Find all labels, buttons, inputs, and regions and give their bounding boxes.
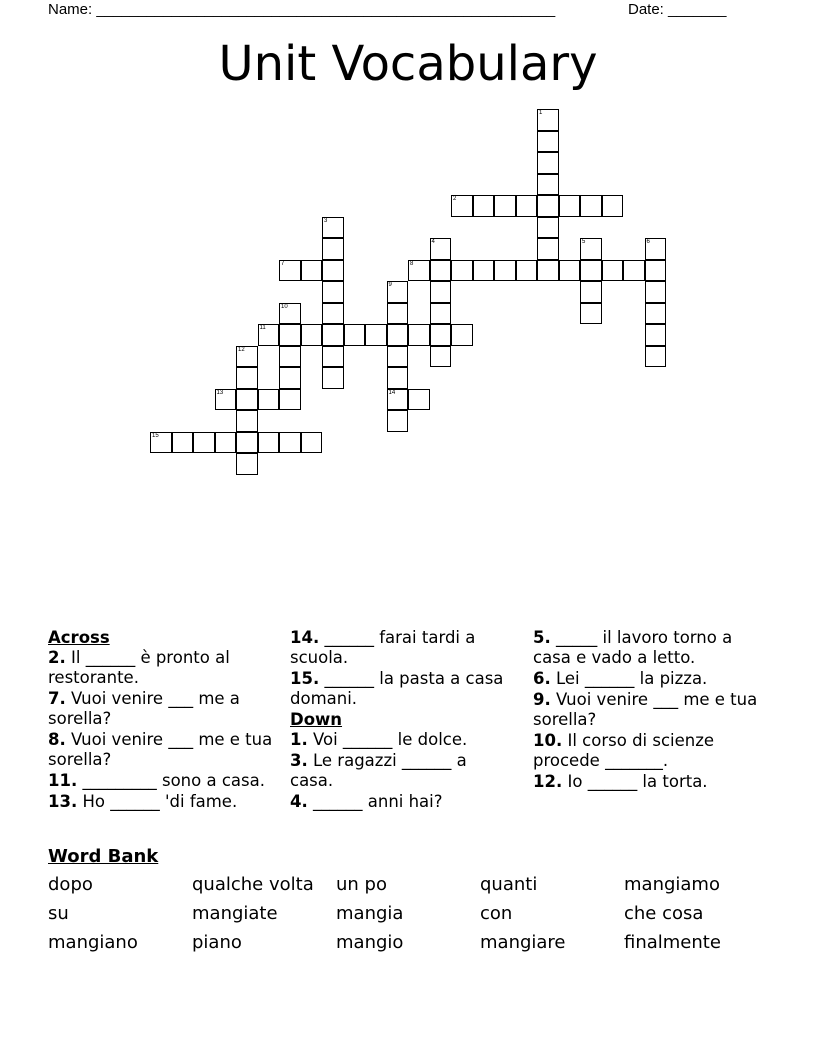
word-bank-item: su <box>48 903 69 924</box>
crossword-cell[interactable] <box>279 389 301 411</box>
crossword-cell[interactable] <box>236 410 258 432</box>
crossword-cell[interactable] <box>516 195 538 217</box>
name-field-label[interactable]: Name: _______________________________________________________ <box>48 1 556 18</box>
crossword-cell[interactable] <box>344 324 366 346</box>
clue-across-15: 15. ______ la pasta a casa domani. <box>290 669 504 708</box>
crossword-cell[interactable] <box>580 260 602 282</box>
crossword-cell[interactable] <box>537 131 559 153</box>
word-bank-item: mangiare <box>480 932 566 953</box>
page-title: Unit Vocabulary <box>218 36 598 92</box>
crossword-cell[interactable] <box>279 432 301 454</box>
crossword-cell[interactable] <box>602 260 624 282</box>
word-bank-item: con <box>480 903 513 924</box>
crossword-cell[interactable] <box>580 303 602 325</box>
crossword-cell[interactable] <box>150 432 172 454</box>
crossword-cell[interactable] <box>537 238 559 260</box>
crossword-cell[interactable] <box>408 260 430 282</box>
cell-number: 1 <box>539 110 543 116</box>
date-field-label[interactable]: Date: _______ <box>628 1 727 18</box>
cell-number: 13 <box>216 389 224 396</box>
crossword-cell[interactable] <box>322 217 344 239</box>
crossword-cell[interactable] <box>580 238 602 260</box>
cell-number: 5 <box>582 239 586 245</box>
crossword-cell[interactable] <box>279 367 301 389</box>
across-heading: Across <box>48 628 110 647</box>
crossword-cell[interactable] <box>451 260 473 282</box>
crossword-cell[interactable] <box>301 324 323 346</box>
crossword-cell[interactable] <box>258 324 280 346</box>
cell-number: 12 <box>238 346 245 353</box>
crossword-cell[interactable] <box>645 238 667 260</box>
crossword-cell[interactable] <box>301 260 323 282</box>
word-bank-item: qualche volta <box>192 874 314 895</box>
crossword-cell[interactable] <box>408 324 430 346</box>
crossword-cell[interactable] <box>473 260 495 282</box>
word-bank-item: mangia <box>336 903 404 924</box>
crossword-cell[interactable] <box>387 389 409 411</box>
crossword-cell[interactable] <box>494 195 516 217</box>
crossword-cell[interactable] <box>322 281 344 303</box>
crossword-cell[interactable] <box>494 260 516 282</box>
crossword-cell[interactable] <box>430 324 452 346</box>
crossword-cell[interactable] <box>645 346 667 368</box>
clue-down-12: 12. Io ______ la torta. <box>533 772 708 791</box>
crossword-cell[interactable] <box>451 195 473 217</box>
crossword-cell[interactable] <box>236 432 258 454</box>
crossword-cell[interactable] <box>258 432 280 454</box>
crossword-cell[interactable] <box>236 346 258 368</box>
crossword-cell[interactable] <box>236 389 258 411</box>
crossword-cell[interactable] <box>365 324 387 346</box>
cell-number: 6 <box>646 239 650 245</box>
crossword-cell[interactable] <box>322 260 344 282</box>
cell-number: 3 <box>324 217 328 224</box>
crossword-cell[interactable] <box>473 195 495 217</box>
crossword-cell[interactable] <box>580 281 602 303</box>
crossword-cell[interactable] <box>451 324 473 346</box>
clue-down-4: 4. ______ anni hai? <box>290 792 443 811</box>
clue-across-2: 2. Il ______ è pronto al restorante. <box>48 648 230 687</box>
clue-across-11: 11. _________ sono a casa. <box>48 771 265 790</box>
word-bank-item: un po <box>336 874 387 895</box>
word-bank-item: mangiate <box>192 903 278 924</box>
cell-number: 8 <box>410 260 414 267</box>
crossword-cell[interactable] <box>645 281 667 303</box>
clues-column-3 <box>533 628 758 793</box>
crossword-cell[interactable] <box>236 453 258 475</box>
cell-number: 7 <box>281 260 285 267</box>
crossword-cell[interactable] <box>322 238 344 260</box>
crossword-cell[interactable] <box>387 281 409 303</box>
crossword-cell[interactable] <box>623 260 645 282</box>
crossword-cell[interactable] <box>322 324 344 346</box>
cell-number: 11 <box>259 325 266 331</box>
word-bank-item: quanti <box>480 874 538 895</box>
word-bank-item: dopo <box>48 874 93 895</box>
crossword-cell[interactable] <box>408 389 430 411</box>
crossword-cell[interactable] <box>387 324 409 346</box>
crossword-cell[interactable] <box>430 303 452 325</box>
crossword-cell[interactable] <box>559 195 581 217</box>
crossword-cell[interactable] <box>559 260 581 282</box>
crossword-cell[interactable] <box>387 346 409 368</box>
crossword-cell[interactable] <box>645 324 667 346</box>
crossword-cell[interactable] <box>279 324 301 346</box>
crossword-cell[interactable] <box>236 367 258 389</box>
crossword-cell[interactable] <box>387 303 409 325</box>
crossword-cell[interactable] <box>602 195 624 217</box>
crossword-cell[interactable] <box>279 346 301 368</box>
clues-column-2 <box>290 628 515 813</box>
cell-number: 15 <box>152 432 159 439</box>
crossword-cell[interactable] <box>258 389 280 411</box>
crossword-cell[interactable] <box>516 260 538 282</box>
clue-down-5: 5. _____ il lavoro torno a casa e vado a letto. <box>533 628 733 667</box>
down-heading: Down <box>290 710 343 729</box>
clue-across-7: 7. Vuoi venire ___ me a sorella? <box>48 689 240 728</box>
word-bank-item: piano <box>192 932 242 953</box>
clue-across-13: 13. Ho ______ 'di fame. <box>48 792 238 811</box>
clue-down-6: 6. Lei ______ la pizza. <box>533 669 708 688</box>
word-bank-item: mangiamo <box>624 874 720 895</box>
crossword-cell[interactable] <box>322 346 344 368</box>
clue-across-8: 8. Vuoi venire ___ me e tua sorella? <box>48 730 273 769</box>
crossword-cell[interactable] <box>322 367 344 389</box>
cell-number: 9 <box>388 282 392 288</box>
crossword-cell[interactable] <box>301 432 323 454</box>
crossword-cell[interactable] <box>430 281 452 303</box>
crossword-cell[interactable] <box>537 174 559 196</box>
crossword-cell[interactable] <box>430 260 452 282</box>
clue-across-14: 14. ______ farai tardi a scuola. <box>290 628 476 667</box>
clue-down-9: 9. Vuoi venire ___ me e tua sorella? <box>533 690 758 729</box>
crossword-cell[interactable] <box>580 195 602 217</box>
word-bank-title: Word Bank <box>48 846 159 867</box>
crossword-cell[interactable] <box>387 410 409 432</box>
cell-number: 14 <box>388 389 396 396</box>
crossword-cell[interactable] <box>537 217 559 239</box>
crossword-cell[interactable] <box>215 432 237 454</box>
crossword-cell[interactable] <box>215 389 237 411</box>
cell-number: 4 <box>431 239 435 245</box>
word-bank <box>48 874 768 954</box>
crossword-cell[interactable] <box>430 346 452 368</box>
crossword-cell[interactable] <box>193 432 215 454</box>
crossword-cell[interactable] <box>645 303 667 325</box>
crossword-cell[interactable] <box>387 367 409 389</box>
word-bank-item: mangio <box>336 932 404 953</box>
crossword-cell[interactable] <box>430 238 452 260</box>
word-bank-item: mangiano <box>48 932 138 953</box>
crossword-cell[interactable] <box>322 303 344 325</box>
clue-down-10: 10. Il corso di scienze procede _______. <box>533 731 715 770</box>
word-bank-item: che cosa <box>624 903 704 924</box>
crossword-cell[interactable] <box>537 260 559 282</box>
cell-number: 10 <box>281 303 288 310</box>
clue-down-1: 1. Voi ______ le dolce. <box>290 730 468 749</box>
clues-column-1 <box>48 628 273 813</box>
crossword-cell[interactable] <box>279 260 301 282</box>
clue-down-3: 3. Le ragazzi ______ a casa. <box>290 751 467 790</box>
cell-number: 2 <box>453 196 457 202</box>
word-bank-item: finalmente <box>624 932 721 953</box>
crossword-cell[interactable] <box>537 195 559 217</box>
crossword-cell[interactable] <box>537 109 559 131</box>
crossword-cell[interactable] <box>537 152 559 174</box>
crossword-cell[interactable] <box>172 432 194 454</box>
crossword-cell[interactable] <box>279 303 301 325</box>
crossword-cell[interactable] <box>645 260 667 282</box>
